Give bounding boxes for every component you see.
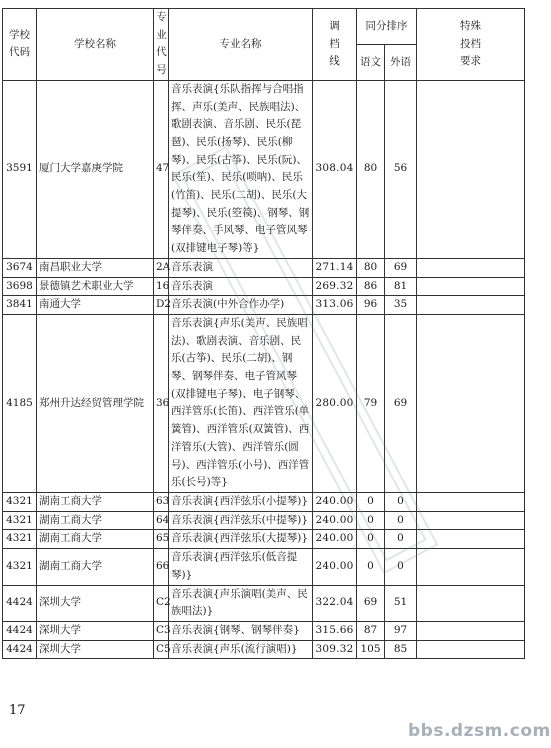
special-requirements — [417, 314, 525, 492]
program-code: 47 — [154, 80, 169, 258]
school-code: 3674 — [3, 258, 37, 277]
site-watermark: bbs.dzsm.com — [408, 721, 551, 741]
school-code: 4321 — [3, 511, 37, 530]
school-code: 4424 — [3, 585, 37, 621]
foreign-rank: 0 — [385, 549, 417, 585]
school-code: 4185 — [3, 314, 37, 492]
major-name: 音乐表演{声乐(流行演唱)} — [169, 640, 313, 659]
cutoff-score: 269.32 — [313, 277, 357, 296]
foreign-rank: 85 — [385, 640, 417, 659]
admission-table — [2, 8, 525, 659]
special-requirements — [417, 296, 525, 315]
school-name: 湖南工商大学 — [37, 492, 154, 511]
school-name: 南通大学 — [37, 296, 154, 315]
special-requirements — [417, 530, 525, 549]
special-requirements — [417, 258, 525, 277]
school-code: 4424 — [3, 621, 37, 640]
program-code: 66 — [154, 549, 169, 585]
chinese-rank: 80 — [357, 80, 385, 258]
chinese-rank: 0 — [357, 492, 385, 511]
cutoff-score: 313.06 — [313, 296, 357, 315]
program-code: C3 — [154, 621, 169, 640]
table-row — [3, 258, 525, 277]
table-row — [3, 80, 525, 258]
cutoff-score: 308.04 — [313, 80, 357, 258]
program-code: 16 — [154, 277, 169, 296]
program-code: 36 — [154, 314, 169, 492]
chinese-rank: 69 — [357, 585, 385, 621]
major-name: 音乐表演 — [169, 277, 313, 296]
cutoff-score: 240.00 — [313, 492, 357, 511]
foreign-rank: 51 — [385, 585, 417, 621]
school-name: 深圳大学 — [37, 640, 154, 659]
school-name: 厦门大学嘉庚学院 — [37, 80, 154, 258]
school-name: 郑州升达经贸管理学院 — [37, 314, 154, 492]
table-row — [3, 314, 525, 492]
table-row — [3, 640, 525, 659]
cutoff-score: 315.66 — [313, 621, 357, 640]
school-code: 4321 — [3, 530, 37, 549]
program-code: C2 — [154, 585, 169, 621]
school-code: 4424 — [3, 640, 37, 659]
chinese-rank: 80 — [357, 258, 385, 277]
header-school-name: 学校名称 — [37, 9, 154, 81]
major-name: 音乐表演{西洋弦乐(小提琴)} — [169, 492, 313, 511]
header-special-requirements: 特殊投档要求 — [417, 9, 525, 81]
special-requirements — [417, 492, 525, 511]
program-code: 65 — [154, 530, 169, 549]
cutoff-score: 240.00 — [313, 530, 357, 549]
cutoff-score: 240.00 — [313, 549, 357, 585]
school-name: 湖南工商大学 — [37, 530, 154, 549]
header-program-code: 专业代号 — [154, 9, 169, 81]
major-name: 音乐表演{西洋弦乐(大提琴)} — [169, 530, 313, 549]
table-row — [3, 530, 525, 549]
header-school-code: 学校代码 — [3, 9, 37, 81]
school-code: 4321 — [3, 549, 37, 585]
special-requirements — [417, 621, 525, 640]
page-number: 17 — [9, 703, 26, 718]
foreign-rank: 35 — [385, 296, 417, 315]
table-row — [3, 549, 525, 585]
program-code: 63 — [154, 492, 169, 511]
chinese-rank: 96 — [357, 296, 385, 315]
chinese-rank: 79 — [357, 314, 385, 492]
foreign-rank: 56 — [385, 80, 417, 258]
school-name: 深圳大学 — [37, 621, 154, 640]
chinese-rank: 87 — [357, 621, 385, 640]
cutoff-score: 322.04 — [313, 585, 357, 621]
program-code: D2 — [154, 296, 169, 315]
school-name: 南昌职业大学 — [37, 258, 154, 277]
special-requirements — [417, 277, 525, 296]
major-name: 音乐表演{声乐(美声、民族唱法)、歌剧表演、音乐剧、民乐(古筝)、民乐(二胡)、钢琴、钢琴伴奏、电子管风琴(双排键电子琴)、电子钢琴、西洋管乐(长笛)、西洋管乐(单簧管)、西洋管乐(双簧管)、西洋管乐(大管)、西洋管乐(圆号)、西洋管乐(小号)、西洋管乐(长号)等} — [169, 314, 313, 492]
foreign-rank: 0 — [385, 511, 417, 530]
table-row — [3, 492, 525, 511]
major-name: 音乐表演{乐队指挥与合唱指挥、声乐(美声、民族唱法)、歌剧表演、音乐剧、民乐(琵琶)、民乐(扬琴)、民乐(柳琴)、民乐(古筝)、民乐(阮)、民乐(笙)、民乐(唢呐)、民乐(竹笛)、民乐(二胡)、民乐(大提琴)、民乐(箜篌)、钢琴、钢琴伴奏、手风琴、电子管风琴(双排键电子琴)等} — [169, 80, 313, 258]
special-requirements — [417, 549, 525, 585]
chinese-rank: 0 — [357, 530, 385, 549]
cutoff-score: 280.00 — [313, 314, 357, 492]
school-code: 4321 — [3, 492, 37, 511]
school-name: 湖南工商大学 — [37, 511, 154, 530]
foreign-rank: 0 — [385, 530, 417, 549]
chinese-rank: 0 — [357, 549, 385, 585]
major-name: 音乐表演{西洋弦乐(中提琴)} — [169, 511, 313, 530]
header-chinese: 语文 — [357, 44, 385, 80]
school-name: 深圳大学 — [37, 585, 154, 621]
major-name: 音乐表演(中外合作办学) — [169, 296, 313, 315]
special-requirements — [417, 585, 525, 621]
foreign-rank: 0 — [385, 492, 417, 511]
chinese-rank: 105 — [357, 640, 385, 659]
cutoff-score: 271.14 — [313, 258, 357, 277]
chinese-rank: 86 — [357, 277, 385, 296]
major-name: 音乐表演{声乐演唱(美声、民族唱法)} — [169, 585, 313, 621]
table-row — [3, 621, 525, 640]
school-name: 湖南工商大学 — [37, 549, 154, 585]
table-row — [3, 511, 525, 530]
chinese-rank: 0 — [357, 511, 385, 530]
school-code: 3591 — [3, 80, 37, 258]
program-code: C5 — [154, 640, 169, 659]
foreign-rank: 69 — [385, 314, 417, 492]
header-row — [3, 9, 525, 45]
special-requirements — [417, 80, 525, 258]
school-code: 3841 — [3, 296, 37, 315]
special-requirements — [417, 640, 525, 659]
header-foreign: 外语 — [385, 44, 417, 80]
cutoff-score: 309.32 — [313, 640, 357, 659]
foreign-rank: 69 — [385, 258, 417, 277]
header-cutoff-score: 调档线 — [313, 9, 357, 81]
header-major-name: 专业名称 — [169, 9, 313, 81]
program-code: 64 — [154, 511, 169, 530]
school-code: 3698 — [3, 277, 37, 296]
foreign-rank: 97 — [385, 621, 417, 640]
school-name: 景德镇艺术职业大学 — [37, 277, 154, 296]
cutoff-score: 240.00 — [313, 511, 357, 530]
foreign-rank: 81 — [385, 277, 417, 296]
major-name: 音乐表演 — [169, 258, 313, 277]
special-requirements — [417, 511, 525, 530]
major-name: 音乐表演{钢琴、钢琴伴奏} — [169, 621, 313, 640]
table-row — [3, 277, 525, 296]
major-name: 音乐表演{西洋弦乐(低音提琴)} — [169, 549, 313, 585]
program-code: 2A — [154, 258, 169, 277]
table-row — [3, 296, 525, 315]
header-tie-order: 同分排序 — [357, 9, 417, 45]
table-row — [3, 585, 525, 621]
